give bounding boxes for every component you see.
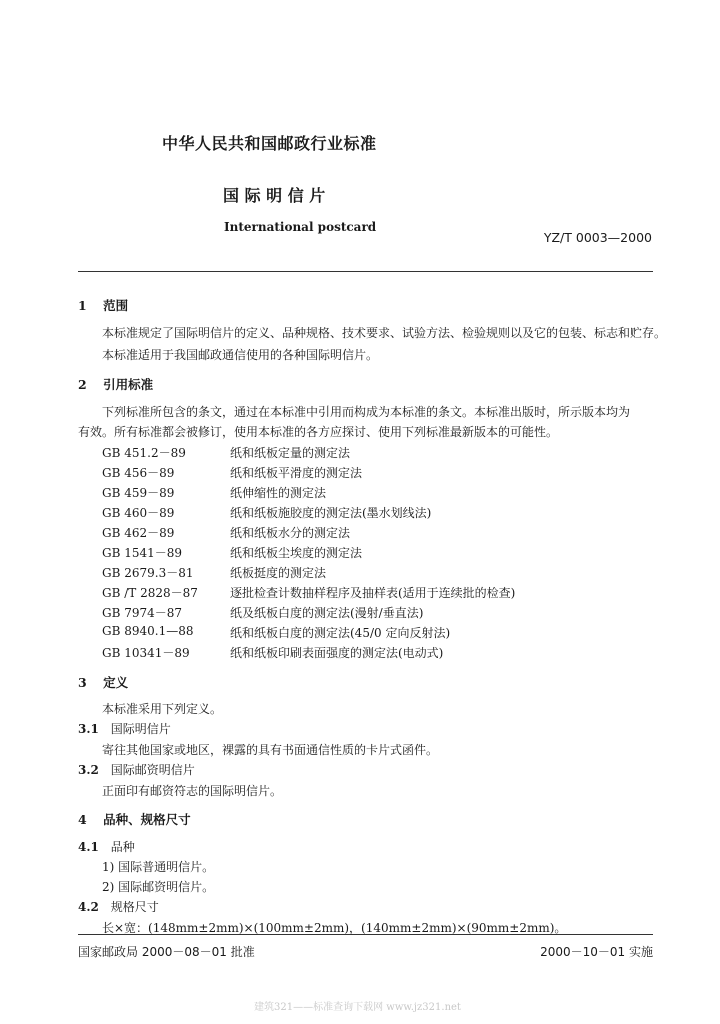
section-title: 引用标准 <box>103 377 154 392</box>
footer-rule <box>78 934 653 935</box>
section-number: 1 <box>78 298 87 313</box>
reference-code: GB 451.2－89 <box>102 446 186 460</box>
reference-name: 纸和纸板白度的测定法(45/0 定向反射法) <box>230 626 451 640</box>
section-1-heading <box>78 296 128 314</box>
subsection-title: 国际邮资明信片 <box>110 763 195 777</box>
subsection-title: 规格尺寸 <box>110 900 159 914</box>
doc-title: 国 际 明 信 片 <box>223 186 326 205</box>
reference-name: 纸和纸板水分的测定法 <box>230 526 351 540</box>
reference-code: GB 462－89 <box>102 526 175 540</box>
subsection-3-2-heading <box>78 761 195 778</box>
paragraph: 正面印有邮资符志的国际明信片。 <box>102 784 283 798</box>
header-rule <box>78 271 653 272</box>
reference-code: GB /T 2828－87 <box>102 586 198 600</box>
reference-code: GB 8940.1—88 <box>102 624 194 638</box>
reference-code: GB 10341－89 <box>102 646 190 660</box>
reference-code: GB 460－89 <box>102 506 175 520</box>
approval-line: 国家邮政局 2000－08－01 批准 <box>78 945 255 959</box>
section-4-heading <box>78 810 191 828</box>
section-title: 范围 <box>103 298 129 313</box>
section-3-heading <box>78 673 128 691</box>
subsection-3-1-heading <box>78 720 171 737</box>
section-title: 品种、规格尺寸 <box>103 812 191 827</box>
subsection-number: 3.1 <box>78 722 99 736</box>
reference-code: GB 1541－89 <box>102 546 183 560</box>
section-2-heading <box>78 375 153 393</box>
org-title: 中华人民共和国邮政行业标准 <box>162 134 377 153</box>
reference-code: GB 2679.3－81 <box>102 566 194 580</box>
reference-name: 纸和纸板印刷表面强度的测定法(电动式) <box>230 646 444 660</box>
reference-code: GB 459－89 <box>102 486 175 500</box>
reference-code: GB 456－89 <box>102 466 175 480</box>
standard-code: YZ/T 0003—2000 <box>543 230 652 245</box>
reference-code: GB 7974－87 <box>102 606 183 620</box>
paragraph: 下列标准所包含的条文，通过在本标准中引用而构成为本标准的条文。本标准出版时，所示版本均为 <box>102 405 631 419</box>
section-title: 定义 <box>103 675 129 690</box>
paragraph: 本标准规定了国际明信片的定义、品种规格、技术要求、试验方法、检验规则以及它的包装、标志和贮存。 <box>102 326 667 340</box>
subsection-number: 4.2 <box>78 900 99 914</box>
reference-name: 纸和纸板施胶度的测定法(墨水划线法) <box>230 506 432 520</box>
paragraph: 寄往其他国家或地区，裸露的具有书面通信性质的卡片式函件。 <box>102 743 439 757</box>
subsection-title: 品种 <box>110 840 135 854</box>
section-number: 3 <box>78 675 87 690</box>
reference-name: 纸板挺度的测定法 <box>230 566 327 580</box>
reference-name: 纸及纸板白度的测定法(漫射/垂直法) <box>230 606 424 620</box>
english-title: International postcard <box>224 220 377 234</box>
reference-name: 纸和纸板定量的测定法 <box>230 446 351 460</box>
subsection-number: 4.1 <box>78 840 99 854</box>
list-item: 2) 国际邮资明信片。 <box>102 880 215 894</box>
reference-name: 纸和纸板尘埃度的测定法 <box>230 546 363 560</box>
paragraph: 有效。所有标准都会被修订，使用本标准的各方应探讨、使用下列标准最新版本的可能性。 <box>78 425 559 439</box>
list-item: 1) 国际普通明信片。 <box>102 860 215 874</box>
reference-name: 纸伸缩性的测定法 <box>230 486 327 500</box>
subsection-title: 国际明信片 <box>110 722 171 736</box>
paragraph: 本标准适用于我国邮政通信使用的各种国际明信片。 <box>102 348 379 362</box>
section-number: 4 <box>78 812 87 827</box>
subsection-number: 3.2 <box>78 763 99 777</box>
reference-name: 逐批检查计数抽样程序及抽样表(适用于连续批的检查) <box>230 586 516 600</box>
paragraph: 长×宽：(148mm±2mm)×(100mm±2mm)，(140mm±2mm)×(90mm±2mm)。 <box>102 921 567 935</box>
subsection-4-2-heading <box>78 898 159 915</box>
subsection-4-1-heading <box>78 838 135 855</box>
paragraph: 本标准采用下列定义。 <box>102 702 223 716</box>
effective-date: 2000－10－01 实施 <box>540 945 653 959</box>
section-number: 2 <box>78 377 87 392</box>
reference-name: 纸和纸板平滑度的测定法 <box>230 466 363 480</box>
watermark: 建筑321——标准查询下载网 www.jz321.net <box>254 1002 461 1013</box>
